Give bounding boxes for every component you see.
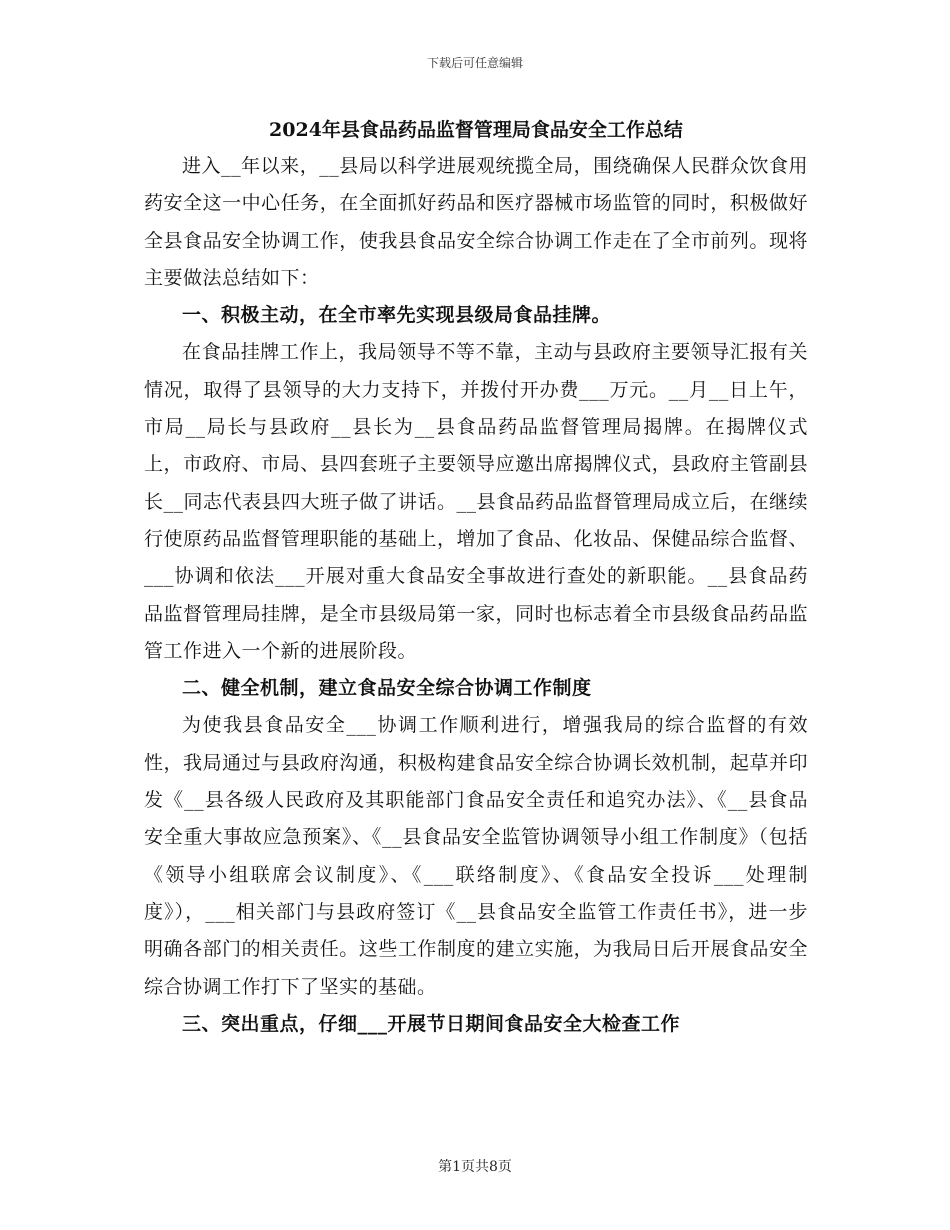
section-3-heading: 三、突出重点，仔细___开展节日期间食品安全大检查工作 (182, 1012, 681, 1035)
page-footer: 第1页共8页 (438, 1159, 512, 1175)
section-1-paragraph: 在食品挂牌工作上，我局领导不等不靠，主动与县政府主要领导汇报有关情况，取得了县领导的大力支持下，并拨付开办费___万元。__月__日上午，市局__局长与县政府__县长为__县食品药品监督管理局揭牌。在揭牌仪式上，市政府、市局、县四套班子主要领导应邀出席揭牌仪式，县政府主管副县长__同志代表县四大班子做了讲话。__县食品药品监督管理局成立后，在继续行使原药品监督管理职能的基础上，增加了食品、化妆品、保健品综合监督、___协调和依法___开展对重大食品安全事故进行查处的新职能。__县食品药品监督管理局挂牌，是全市县级局第一家，同时也标志着全市县级食品药品监管工作进入一个新的进展阶段。 (144, 341, 809, 662)
section-2-heading: 二、健全机制，建立食品安全综合协调工作制度 (182, 677, 592, 700)
page-header: 下载后可任意编辑 (426, 56, 523, 70)
document-title: 2024年县食品药品监督管理局食品安全工作总结 (269, 119, 683, 141)
intro-paragraph: 进入__年以来，__县局以科学进展观统揽全局，围绕确保人民群众饮食用药安全这一中心任务，在全面抓好药品和医疗器械市场监管的同时，积极做好全县食品安全协调工作，使我县食品安全综合协调工作走在了全市前列。现将主要做法总结如下： (144, 155, 808, 289)
document-body (144, 112, 808, 1043)
section-2-paragraph: 为使我县食品安全___协调工作顺利进行，增强我局的综合监督的有效性，我局通过与县政府沟通，积极构建食品安全综合协调长效机制，起草并印发《__县各级人民政府及其职能部门食品安全责任和追究办法》、《__县食品安全重大事故应急预案》、《__县食品安全监管协调领导小组工作制度》（包括《领导小组联席会议制度》、《___联络制度》、《食品安全投诉___处理制度》），___相关部门与县政府签订《__县食品安全监管工作责任书》，进一步明确各部门的相关责任。这些工作制度的建立实施，为我局日后开展食品安全综合协调工作打下了坚实的基础。 (144, 714, 808, 998)
section-1-heading: 一、积极主动，在全市率先实现县级局食品挂牌。 (182, 304, 612, 327)
